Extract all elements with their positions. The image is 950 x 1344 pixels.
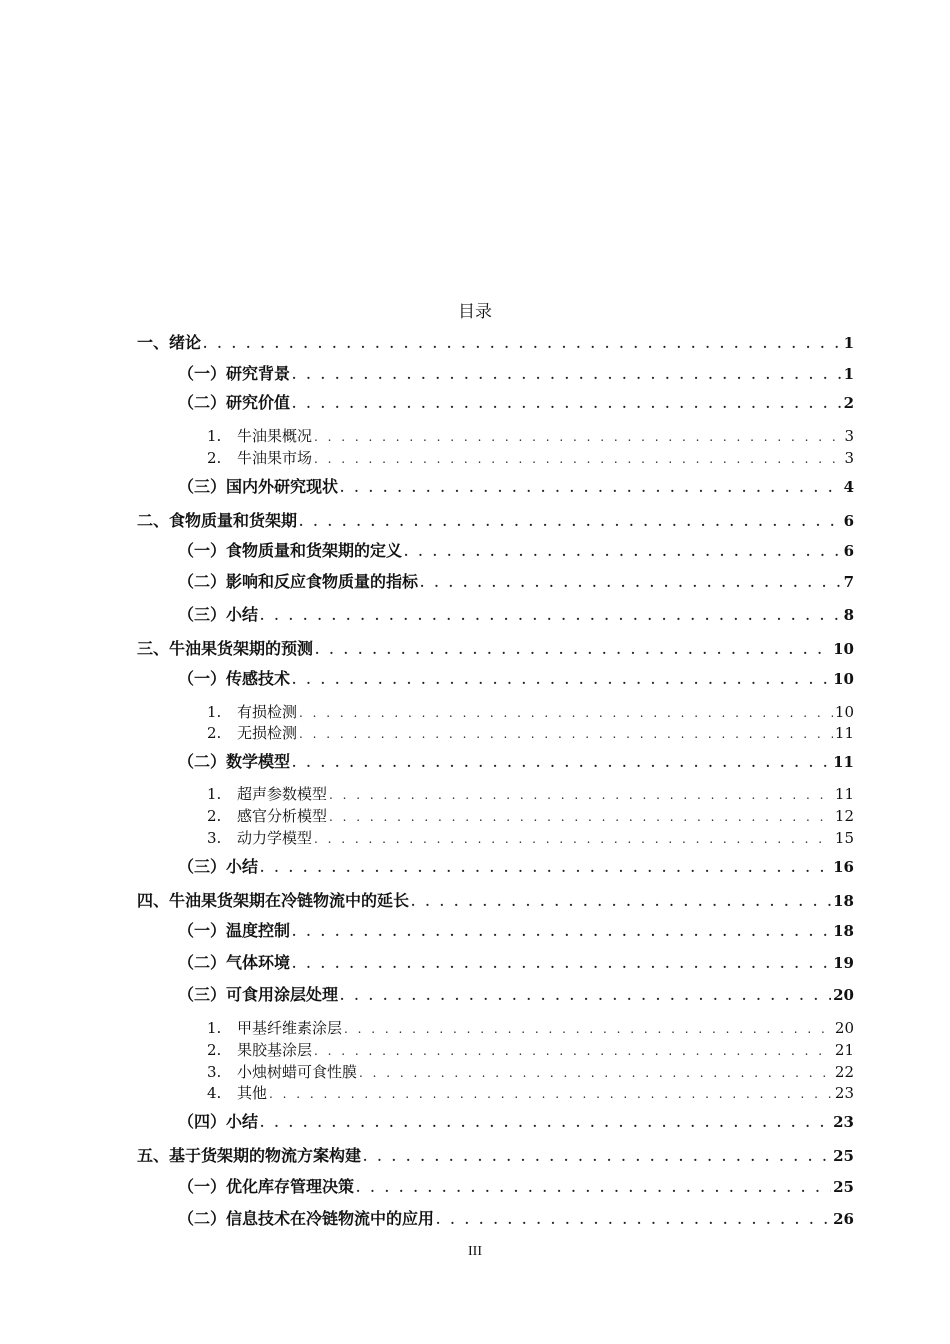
toc-page-number: 20 [833,986,854,1004]
dot-leader [292,921,831,943]
toc-page-number: 4 [843,478,854,496]
dot-leader [260,1112,831,1134]
toc-page-number: 16 [833,858,854,876]
toc-page-number: 3 [844,449,854,467]
toc-entry-label [207,447,312,469]
toc-entry-text: 牛油果概况 [237,427,313,445]
toc-chapter[interactable] [137,890,854,912]
toc-entry-label [207,805,327,827]
toc-entry-number: 2. [207,807,222,825]
toc-page-number: 12 [834,807,854,825]
toc-section[interactable] [178,952,854,974]
toc-page-number: 10 [833,640,854,658]
dot-leader [260,857,831,879]
dot-leader [404,541,842,563]
toc-entry-text: 其他 [237,1084,268,1102]
toc-page-number: 11 [833,753,854,771]
dot-leader [299,723,833,745]
toc-page-number: 1 [843,365,854,383]
dot-leader [314,426,842,448]
toc-entry-label: （二）数学模型 [178,752,291,771]
toc-subsection[interactable] [207,783,854,805]
dot-leader [260,605,842,627]
toc-page-number: 18 [833,922,854,940]
dot-leader [269,1083,833,1105]
toc-entry-label: （三）小结 [178,857,259,876]
toc-section[interactable] [178,571,854,593]
toc-entry-number: 1. [207,1019,222,1037]
toc-entry-number: 2. [207,724,222,742]
toc-entry-label: 四、牛油果货架期在冷链物流中的延长 [137,891,410,910]
toc-entry-label: （一）优化库存管理决策 [178,1177,355,1196]
dot-leader [314,448,842,470]
toc-entry-label: （二）影响和反应食物质量的指标 [178,572,419,591]
toc-section[interactable] [178,751,854,773]
toc-chapter[interactable] [137,1145,854,1167]
toc-subsection[interactable] [207,425,854,447]
dot-leader [340,985,831,1007]
toc-entry-text: 超声参数模型 [237,785,328,803]
toc-subsection[interactable] [207,722,854,744]
dot-leader [292,953,831,975]
toc-page-number: 11 [834,785,854,803]
toc-entry-label: 一、绪论 [137,333,202,352]
toc-subsection[interactable] [207,1061,854,1083]
dot-leader [411,891,831,913]
dot-leader [315,639,831,661]
toc-entry-label [207,783,327,805]
toc-entry-label: （四）小结 [178,1112,259,1131]
toc-entry-number: 1. [207,785,222,803]
toc-entry-label: （三）可食用涂层处理 [178,985,339,1004]
toc-entry-text: 动力学模型 [237,829,313,847]
toc-entry-number: 4. [207,1084,222,1102]
toc-subsection[interactable] [207,827,854,849]
toc-entry-label: （三）国内外研究现状 [178,477,339,496]
toc-entry-number: 1. [207,703,222,721]
toc-section[interactable] [178,1111,854,1133]
toc-section[interactable] [178,856,854,878]
toc-entry-label: （一）传感技术 [178,669,291,688]
toc-entry-label [207,1039,312,1061]
dot-leader [359,1062,833,1084]
toc-subsection[interactable] [207,701,854,723]
toc-page-number: 20 [834,1019,854,1037]
toc-entry-label: （一）温度控制 [178,921,291,940]
toc-section[interactable] [178,668,854,690]
toc-page-number: 19 [833,954,854,972]
dot-leader [292,393,842,415]
toc-section[interactable] [178,363,854,385]
toc-subsection[interactable] [207,805,854,827]
dot-leader [292,364,842,386]
toc-entry-label: （二）研究价值 [178,393,291,412]
dot-leader [314,1040,833,1062]
dot-leader [299,511,842,533]
toc-entry-label [207,425,312,447]
dot-leader [292,669,831,691]
toc-page-number: 23 [833,1113,854,1131]
toc-page-number: 15 [834,829,854,847]
toc-section[interactable] [178,476,854,498]
toc-page-number: 23 [834,1084,854,1102]
dot-leader [436,1209,831,1231]
toc-entry-number: 1. [207,427,222,445]
dot-leader [356,1177,831,1199]
dot-leader [363,1146,831,1168]
toc-entry-label [207,1017,342,1039]
toc-section[interactable] [178,920,854,942]
toc-entry-text: 无损检测 [237,724,298,742]
toc-page-number: 25 [833,1178,854,1196]
dot-leader [314,828,833,850]
toc-page-number: 6 [843,512,854,530]
dot-leader [329,806,833,828]
dot-leader [340,477,842,499]
toc-subsection[interactable] [207,447,854,469]
toc-title: 目录 [458,302,492,322]
toc-entry-text: 有损检测 [237,703,298,721]
toc-entry-label [207,827,312,849]
toc-subsection[interactable] [207,1017,854,1039]
toc-page-number: 8 [843,606,854,624]
toc-page-number: 3 [844,427,854,445]
toc-page-number: 26 [833,1210,854,1228]
page-number-footer: III [468,1244,482,1259]
toc-entry-label [207,1061,357,1083]
toc-entry-label: 三、牛油果货架期的预测 [137,639,314,658]
toc-section[interactable] [178,1176,854,1198]
toc-chapter[interactable] [137,638,854,660]
toc-entry-text: 感官分析模型 [237,807,328,825]
toc-section[interactable] [178,984,854,1006]
dot-leader [299,702,833,724]
toc-entry-number: 2. [207,1041,222,1059]
toc-entry-number: 2. [207,449,222,467]
toc-section[interactable] [178,1208,854,1230]
toc-subsection[interactable] [207,1082,854,1104]
toc-entry-label [207,701,297,723]
toc-page-number: 6 [843,542,854,560]
toc-entry-label [207,1082,267,1104]
toc-chapter[interactable] [137,332,854,354]
toc-entry-label: （一）食物质量和货架期的定义 [178,541,403,560]
dot-leader [420,572,842,594]
toc-section[interactable] [178,604,854,626]
toc-entry-text: 小烛树蜡可食性膜 [237,1063,358,1081]
toc-entry-label: （二）气体环境 [178,953,291,972]
toc-entry-label [207,722,297,744]
toc-page-number: 10 [833,670,854,688]
toc-page-number: 25 [833,1147,854,1165]
toc-entry-text: 甲基纤维素涂层 [237,1019,343,1037]
toc-page-number: 2 [843,394,854,412]
dot-leader [329,784,833,806]
toc-entry-number: 3. [207,1063,222,1081]
toc-chapter[interactable] [137,510,854,532]
toc-entry-text: 果胶基涂层 [237,1041,313,1059]
toc-page-number: 7 [843,573,854,591]
toc-section[interactable] [178,392,854,414]
toc-entry-label: （二）信息技术在冷链物流中的应用 [178,1209,435,1228]
dot-leader [203,333,842,355]
toc-entry-text: 牛油果市场 [237,449,313,467]
dot-leader [292,752,831,774]
toc-section[interactable] [178,540,854,562]
toc-page-number: 1 [843,334,854,352]
toc-page-number: 22 [834,1063,854,1081]
toc-subsection[interactable] [207,1039,854,1061]
toc-page-number: 18 [833,892,854,910]
toc-entry-label: （三）小结 [178,605,259,624]
toc-entry-label: （一）研究背景 [178,364,291,383]
dot-leader [344,1018,833,1040]
toc-entry-label: 二、食物质量和货架期 [137,511,298,530]
toc-page-number: 10 [834,703,854,721]
toc-page-number: 21 [834,1041,854,1059]
toc-page-number: 11 [834,724,854,742]
toc-entry-number: 3. [207,829,222,847]
toc-entry-label: 五、基于货架期的物流方案构建 [137,1146,362,1165]
